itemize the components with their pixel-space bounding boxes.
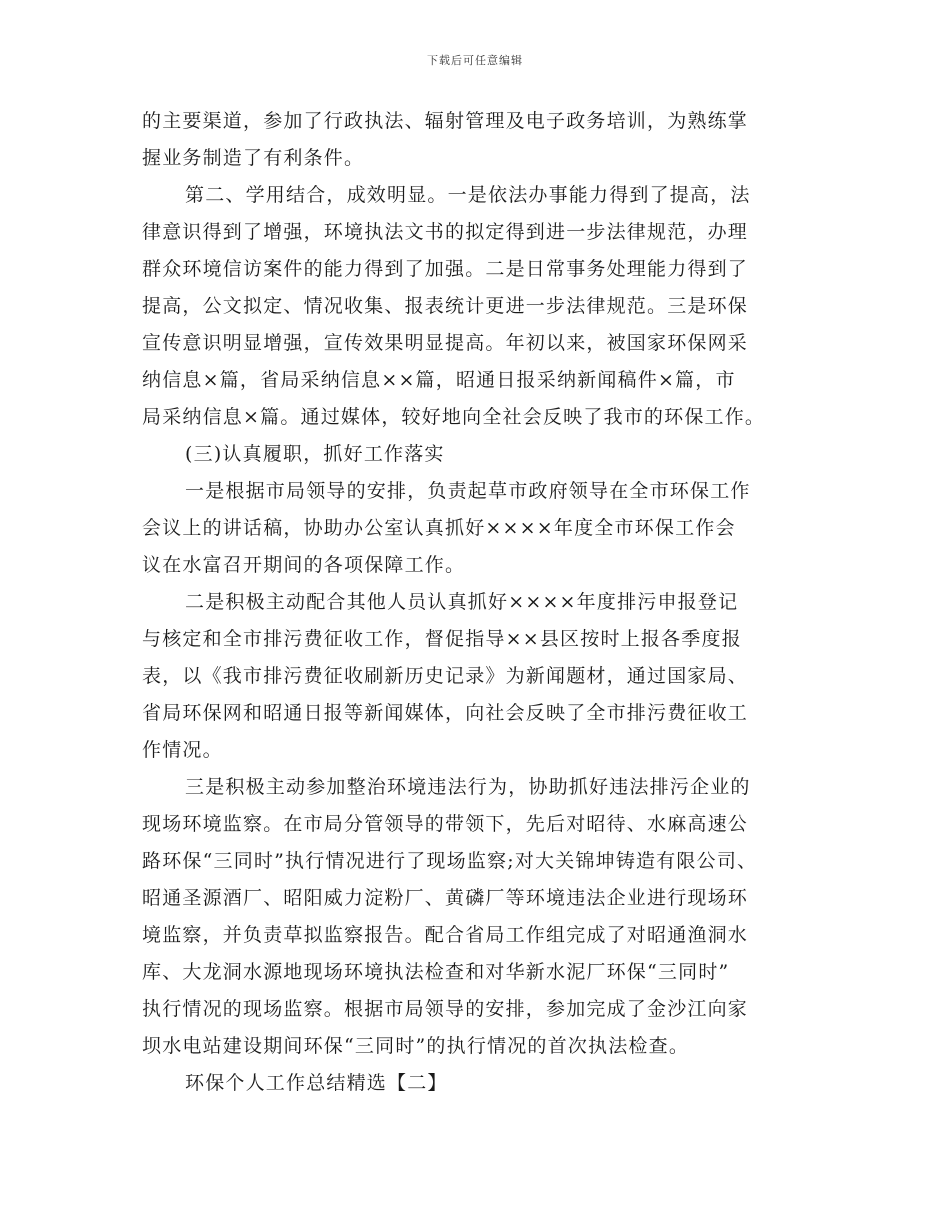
body-line: 局采纳信息×篇。通过媒体，较好地向全社会反映了我市的环保工作。 (142, 406, 766, 428)
paragraph-start: 二是积极主动配合其他人员认真抓好××××年度排污申报登记 (185, 591, 739, 613)
body-line: 执行情况的现场监察。根据市局领导的安排，参加完成了金沙江向家 (142, 998, 749, 1020)
body-line: 纳信息×篇，省局采纳信息××篇，昭通日报采纳新闻稿件×篇，市 (142, 369, 736, 391)
body-line: 库、大龙洞水源地现场环境执法检查和对华新水泥厂环保“三同时” (142, 961, 730, 983)
body-line: 的主要渠道，参加了行政执法、辐射管理及电子政务培训，为熟练掌 (142, 110, 749, 132)
body-line: 会议上的讲话稿，协助办公室认真抓好××××年度全市环保工作会 (142, 517, 736, 539)
body-line: 宣传意识明显增强，宣传效果明显提高。年初以来，被国家环保网采 (142, 332, 749, 354)
body-line: 律意识得到了增强，环境执法文书的拟定得到进一步法律规范，办理 (142, 221, 749, 243)
body-line: 昭通圣源酒厂、昭阳威力淀粉厂、黄磷厂等环境违法企业进行现场环 (142, 887, 749, 909)
body-line: 与核定和全市排污费征收工作，督促指导××县区按时上报各季度报 (142, 628, 742, 650)
page-header: 下载后可任意编辑 (427, 54, 523, 67)
section-title: 环保个人工作总结精选【二】 (185, 1072, 448, 1094)
body-line: 作情况。 (142, 739, 223, 761)
paragraph-start: 一是根据市局领导的安排，负责起草市政府领导在全市环保工作 (185, 480, 751, 502)
body-line: 表，以《我市排污费征收刷新历史记录》为新闻题材，通过国家局、 (142, 665, 749, 687)
paragraph-start: 第二、学用结合，成效明显。一是依法办事能力得到了提高，法 (185, 184, 751, 206)
body-line: 坝水电站建设期间环保“三同时”的执行情况的首次执法检查。 (142, 1035, 690, 1057)
body-line: 境监察，并负责草拟监察报告。配合省局工作组完成了对昭通渔洞水 (142, 924, 749, 946)
body-line: 路环保“三同时”执行情况进行了现场监察;对大关锦坤铸造有限公司、 (142, 850, 758, 872)
section-heading: (三)认真履职，抓好工作落实 (185, 443, 445, 465)
body-line: 握业务制造了有利条件。 (142, 147, 365, 169)
paragraph-start: 三是积极主动参加整治环境违法行为，协助抓好违法排污企业的 (185, 776, 751, 798)
body-line: 群众环境信访案件的能力得到了加强。二是日常事务处理能力得到了 (142, 258, 749, 280)
body-line: 省局环保网和昭通日报等新闻媒体，向社会反映了全市排污费征收工 (142, 702, 749, 724)
body-line: 议在水富召开期间的各项保障工作。 (142, 554, 466, 576)
document-body (142, 103, 822, 1102)
body-line: 提高，公文拟定、情况收集、报表统计更进一步法律规范。三是环保 (142, 295, 749, 317)
body-line: 现场环境监察。在市局分管领导的带领下，先后对昭待、水麻高速公 (142, 813, 749, 835)
